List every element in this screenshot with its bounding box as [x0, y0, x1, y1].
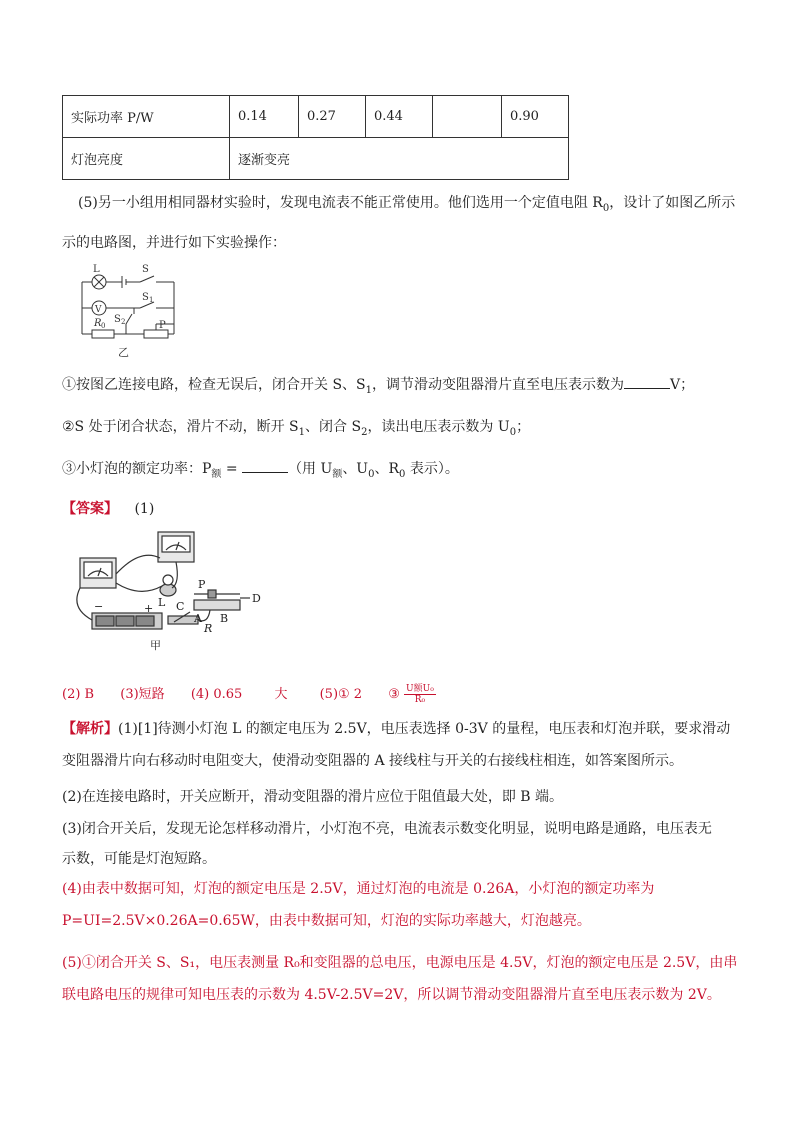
- analysis-l4: (3)闭合开关后，发现无论怎样移动滑片，小灯泡不亮，电流表示数变化明显，说明电路是通路，电压表无: [62, 821, 712, 837]
- q5-intro-line2: 示的电路图，并进行如下实验操作：: [62, 235, 286, 251]
- analysis-l9: 联电路电压的规律可知电压表的示数为 4.5V-2.5V=2V，所以调节滑动变阻器滑片直至电压表示数为 2V。: [62, 987, 721, 1003]
- q5-intro-line1: [78, 192, 735, 214]
- text: 、闭合 S: [305, 419, 362, 435]
- table-cell: 逐渐变亮: [230, 138, 569, 180]
- sub: 2: [361, 426, 368, 438]
- analysis-l2: 变阻器滑片向右移动时电阻变大，使滑动变阻器的 A 接线柱与开关的右接线柱相连，如答案图所示。: [62, 753, 684, 769]
- sub: 1: [365, 384, 373, 396]
- text: ③小灯泡的额定功率：P: [62, 461, 212, 477]
- table-cell: [433, 96, 502, 138]
- answer-line2: [62, 683, 436, 705]
- answer-p5c: ③: [388, 687, 400, 702]
- analysis-l5: 示数，可能是灯泡短路。: [62, 851, 216, 867]
- answer-tag: 【答案】: [62, 501, 118, 517]
- sub: 0: [602, 202, 610, 214]
- text: 、U: [342, 461, 369, 477]
- answer-p5: (5)① 2: [319, 687, 363, 702]
- answer-fraction: [404, 684, 436, 705]
- sub: 0: [368, 468, 375, 480]
- table-cell: 0.90: [502, 96, 569, 138]
- analysis-l3: (2)在连接电路时，开关应断开，滑动变阻器的滑片应位于阻值最大处，即 B 端。: [62, 789, 564, 805]
- answer-p3: (3)短路: [120, 687, 165, 702]
- table-cell: 0.14: [230, 96, 299, 138]
- analysis-l1: [62, 718, 730, 738]
- label-R0-sub: 0: [101, 322, 106, 330]
- label-S2-sub: 2: [121, 318, 126, 326]
- label-V: V: [95, 305, 102, 315]
- text: （用 U: [288, 461, 333, 477]
- fig-label-P: P: [198, 578, 206, 591]
- table-cell: 0.27: [299, 96, 366, 138]
- label-S: S: [142, 264, 149, 275]
- fig-caption: 甲: [150, 639, 161, 652]
- circuit-diagram-yi: [70, 262, 185, 360]
- data-table: [62, 95, 569, 180]
- text: ，调节滑动变阻器滑片直至电压表示数为: [372, 377, 625, 393]
- diagram-caption: 乙: [118, 346, 129, 359]
- answer-p2: (2) B: [62, 687, 95, 702]
- text: ，读出电压表示数为 U: [367, 419, 510, 435]
- fig-label-R: R: [204, 622, 213, 635]
- analysis-l7: P=UI=2.5V×0.26A=0.65W，由表中数据可知，灯泡的实际功率越大，灯泡越亮。: [62, 913, 591, 929]
- label-R0: R: [94, 318, 102, 329]
- q5-step2: [62, 416, 530, 438]
- label-P: P: [159, 320, 166, 331]
- frac-den: R₀: [414, 695, 426, 705]
- frac-num: U额U₀: [406, 684, 434, 694]
- fig-label-C: C: [176, 600, 185, 613]
- row-header-brightness: 灯泡亮度: [63, 138, 230, 180]
- q5-step3: [62, 458, 459, 480]
- text: ，设计了如图乙所示: [609, 195, 736, 211]
- row-header-power: 实际功率 P/W: [63, 96, 230, 138]
- fig-label-plus: +: [144, 602, 154, 615]
- q5-step1: [62, 374, 694, 396]
- fig-label-minus: −: [94, 600, 104, 613]
- text: (1)[1]待测小灯泡 L 的额定电压为 2.5V，电压表选择 0-3V 的量程，电压表和灯泡并联，要求滑动: [118, 721, 731, 737]
- sub: 0: [399, 468, 406, 480]
- table-row: [63, 138, 569, 180]
- label-L: L: [93, 264, 100, 275]
- text: ①按图乙连接电路，检查无误后，闭合开关 S、S: [62, 377, 366, 393]
- analysis-tag: 【解析】: [62, 721, 118, 737]
- fig-label-L: L: [158, 596, 166, 609]
- answer-part1: (1): [134, 501, 155, 517]
- text: (5)另一小组用相同器材实验时，发现电流表不能正常使用。他们选用一个定值电阻 R: [78, 195, 603, 211]
- sub: 额: [332, 468, 343, 480]
- answer-p4: (4) 0.65: [190, 687, 243, 702]
- sub: 额: [211, 468, 222, 480]
- label-S1: S: [142, 292, 149, 303]
- text: 表示）。: [405, 461, 459, 477]
- answer-blank: [624, 376, 670, 389]
- text: V；: [670, 377, 695, 393]
- table-cell: 0.44: [366, 96, 433, 138]
- answer-header: [62, 498, 154, 518]
- fig-label-B: B: [220, 612, 229, 625]
- fig-label-D: D: [252, 592, 261, 605]
- fig-label-A: A: [194, 612, 202, 625]
- analysis-l8: (5)①闭合开关 S、S₁，电压表测量 R₀和变阻器的总电压，电源电压是 4.5V，灯泡的额定电压是 2.5V，由串: [62, 955, 738, 971]
- text: ②S 处于闭合状态，滑片不动，断开 S: [62, 419, 299, 435]
- answer-blank: [242, 460, 288, 473]
- sub: 1: [298, 426, 306, 438]
- text: ；: [516, 419, 531, 435]
- apparatus-figure-jia: [70, 528, 280, 653]
- sub: 0: [509, 426, 517, 438]
- label-S1-sub: 1: [149, 296, 154, 304]
- analysis-l6: (4)由表中数据可知，灯泡的额定电压是 2.5V，通过灯泡的电流是 0.26A，小灯泡的额定功率为: [62, 881, 655, 897]
- text: =: [221, 461, 243, 477]
- text: 、R: [374, 461, 400, 477]
- answer-p4b: 大: [274, 687, 288, 702]
- label-S2: S: [114, 314, 121, 325]
- table-row: [63, 96, 569, 138]
